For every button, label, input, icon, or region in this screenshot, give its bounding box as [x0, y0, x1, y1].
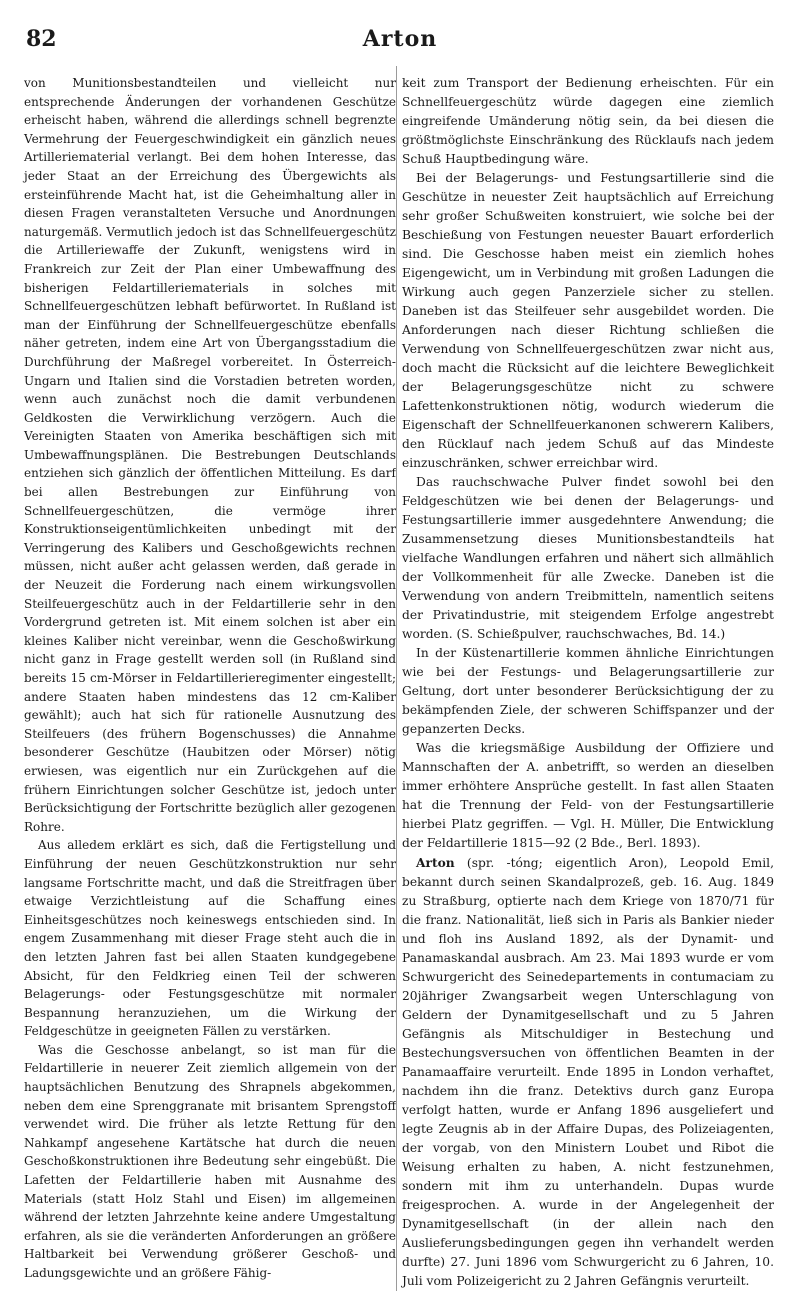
paragraph: von Munitionsbestandteilen und vielleicht nur entsprechende Änderungen der vorhandenen Geschütze erheischt haben, während die allerdings schnell begrenzte Vermehrung der Feuergeschwindigkeit ein gänzlich neues Artilleriematerial verlangt. Bei dem hohen Interesse, das jeder Staat an der Erreichung des Übergewichts als ersteinführende Macht hat, ist die Geheimhaltung aller in diesen Fragen veranstalteten Versuche und Anordnungen naturgemäß. Vermutlich jedoch ist das Schnellfeuergeschütz die Artilleriewaffe der Zukunft, wenigstens wird in Frankreich zur Zeit der Plan einer Umbewaffnung des bisherigen Feldartilleriematerials in solches mit Schnellfeuergeschützen lebhaft befürwortet. In Rußland ist man der Einführung der Schnellfeuergeschütze ebenfalls näher getreten, indem eine Art von Übergangsstadium die Durchführung der Maßregel vorbereitet. In Österreich-Ungarn und Italien sind die Vorstadien betreten worden, wenn auch zunächst noch die damit verbundenen Geldkosten die Verwirklichung verzögern. Auch die Vereinigten Staaten von Amerika beschäftigen sich mit Umbewaffnungsplänen. Die Bestrebungen Deutschlands entziehen sich gänzlich der öffentlichen Mitteilung. Es darf bei allen Bestrebungen zur Einführung von Schnellfeuergeschützen, die vermöge ihrer Konstruktionseigentümlichkeiten unbedingt mit der Verringerung des Kalibers und Geschoßgewichts rechnen müssen, nicht außer acht gelassen werden, daß gerade in der Neuzeit die Forderung nach einem wirkungsvollen Steilfeuergeschütz auch in der Feldartillerie sehr in den Vordergrund getreten ist. Mit einem solchen ist aber ein kleines Kaliber nicht vereinbar, wenn die Geschoßwirkung nicht ganz in Frage gestellt werden soll (in Rußland sind bereits 15 cm-Mörser in Feldartillerieregimenter eingestellt; andere Staaten haben mindestens das 12 cm-Kaliber gewählt); auch hat sich für rationelle Ausnutzung des Steilfeuers (des frühern Bogenschusses) die Annahme besonderer Geschütze (Haubitzen oder Mörser) nötig erwiesen, was eigentlich nur ein Zurückgehen auf die frühern Einrichtungen solcher Geschütze ist, jedoch unter Berücksichtigung der Fortschritte bezüglich aller gezogenen Rohre. — [24, 76, 396, 834]
entry-text: (spr. -tóng; eigentlich Aron), Leopold Emil, bekannt durch seinen Skandalprozeß, geb. 16. Aug. 1849 zu Straßburg, optierte nach dem Kriege von 1870/71 für die franz. Nationalität, ließ sich in Paris als Bankier nieder und floh ins Ausland 1892, als der Dynamit- und Panamaskandal ausbrach. Am 23. Mai 1893 wurde er vom Schwurgericht des Seinedepartements in contumaciam zu 20jähriger Zwangsarbeit wegen Unterschlagung von Geldern der Dynamitgesellschaft und zu 5 Jahren Gefängnis als Mitschuldiger in Bestechung und Bestechungsversuchen von öffentlichen Beamten in der Panamaaffaire verurteilt. Ende 1895 in London verhaftet, nachdem ihn die franz. Detektivs durch ganz Europa verfolgt hatten, wurde er Anfang 1896 ausgeliefert und legte Zeugnis ab in der Affaire Dupas, des Polizeiagenten, der vorgab, von den Ministern Loubet und Ribot die Weisung erhalten zu haben, A. nicht festzunehmen, sondern mit ihm zu unterhandeln. Dupas wurde freigesprochen. A. wurde in der Angelegenheit der Dynamitgesellschaft (in der allein nach den Auslieferungsbedingungen gegen ihn verhandelt werden durfte) 27. Juni 1896 vom Schwurgericht zu 6 Jahren, 10. Juli vom Polizeigericht zu 2 Jahren Gefängnis verurteilt. — [402, 856, 774, 1288]
paragraph: Was die Geschosse anbelangt, so ist man für die Feldartillerie in neuerer Zeit ziemlich allgemein von der hauptsächlichen Benutzung des Shrapnels abgekommen, neben dem eine Sprenggranate mit brisantem Sprengstoff verwendet wird. Die früher als letzte Rettung für den Nahkampf angesehene Kartätsche hat durch die neuen Geschoßkonstruktionen ihre Bedeutung sehr eingebüßt. Die Lafetten der Feldartillerie haben mit Ausnahme des Materials (statt Holz Stahl und Eisen) im allgemeinen während der letzten Jahrzehnte keine andere Umgestaltung erfahren, als sie die veränderten Anforderungen an größere Haltbarkeit bei Verwendung größerer Geschoß- und Ladungsgewichte und an größere Fähig- — [24, 1042, 396, 1280]
right-column — [402, 74, 774, 1291]
left-column — [24, 74, 396, 1283]
page-header — [26, 20, 774, 58]
paragraph: Aus alledem erklärt es sich, daß die Fertigstellung und Einführung der neuen Geschützkonstruktion nur sehr langsame Fortschritte macht, und daß die Streitfragen über etwaige Verzichtleistung auf die Schaffung eines Einheitsgeschützes noch keineswegs entschieden sind. In engem Zusammenhang mit dieser Frage steht auch die in den letzten Jahren fast bei allen Staaten kundgegebene Absicht, für den Feldkrieg einen Teil der schweren Belagerungs- oder Festungsgeschütze mit normaler Bespannung heranzuziehen, um die Wirkung der Feldgeschütze in geeigneten Fällen zu verstärken. — [24, 838, 396, 1039]
page-number: 82 — [26, 26, 57, 52]
paragraph: keit zum Transport der Bedienung erheischten. Für ein Schnellfeuergeschütz würde dagegen eine ziemlich eingreifende Umänderung nötig sein, da bei diesen die größtmöglichste Einschränkung des Rücklaufs nach jedem Schuß Hauptbedingung wäre. — [402, 76, 774, 166]
entry-arton — [402, 853, 774, 1291]
running-head: Arton — [362, 26, 438, 52]
paragraph: In der Küstenartillerie kommen ähnliche Einrichtungen wie bei der Festungs- und Belagerungsartillerie zur Geltung, dort unter besonderer Berücksichtigung der zu bekämpfenden Ziele, der schweren Schiffspanzer und der gepanzerten Decks. — [402, 646, 774, 736]
entry-headword: Arton — [416, 855, 455, 870]
paragraph: Bei der Belagerungs- und Festungsartillerie sind die Geschütze in neuester Zeit hauptsächlich auf Erreichung sehr großer Schußweiten konstruiert, wie solche bei der Beschießung von Festungen neuester Bauart erforderlich sind. Die Geschosse haben meist ein ziemlich hohes Eigengewicht, um in Verbindung mit großen Ladungen die Wirkung auch gegen Panzerziele sicher zu stellen. Daneben ist das Steilfeuer sehr ausgebildet worden. Die Anforderungen nach dieser Richtung schließen die Verwendung von Schnellfeuergeschützen zwar nicht aus, doch macht die Rücksicht auf die leichtere Beweglichkeit der Belagerungsgeschütze nicht zu schwere Lafettenkonstruktionen nötig, wodurch wiederum die Eigenschaft der Schnellfeuerkanonen schwerern Kalibers, den Rücklauf nach jedem Schuß auf das Mindeste einzuschränken, schwer erreichbar wird. — [402, 171, 774, 470]
paragraph: Das rauchschwache Pulver findet sowohl bei den Feldgeschützen wie bei denen der Belagerungs- und Festungsartillerie immer ausgedehntere Anwendung; die Zusammensetzung dieses Munitionsbestandteils hat vielfache Wandlungen erfahren und nähert sich allmählich der Vollkommenheit für alle Zwecke. Daneben ist die Verwendung von andern Treibmitteln, namentlich seitens der Privatindustrie, mit steigendem Erfolge angestrebt worden. (S. Schießpulver, rauchschwaches, Bd. 14.) — [402, 475, 774, 641]
column-divider — [396, 66, 397, 1291]
paragraph: Was die kriegsmäßige Ausbildung der Offiziere und Mannschaften der A. anbetrifft, so werden an dieselben immer erhöhtere Ansprüche gestellt. In fast allen Staaten hat die Trennung der Feld- von der Festungsartillerie hierbei Platz gegriffen. — Vgl. H. Müller, Die Entwicklung der Feldartillerie 1815—92 (2 Bde., Berl. 1893). — [402, 741, 774, 850]
